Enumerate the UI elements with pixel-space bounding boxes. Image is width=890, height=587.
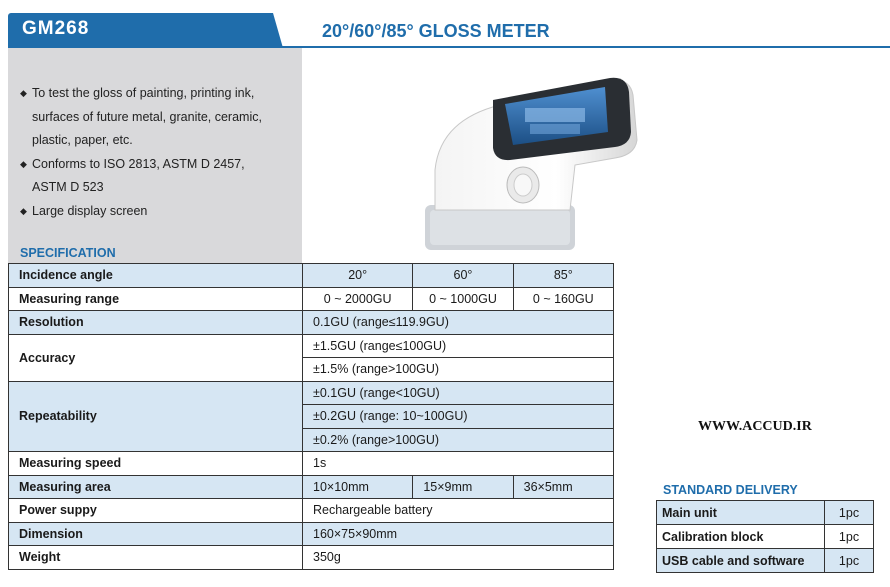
delivery-table <box>656 500 874 573</box>
row-label: Resolution <box>9 311 303 335</box>
cell: ±0.2GU (range: 10~100GU) <box>303 405 614 429</box>
table-row <box>9 287 614 311</box>
cell: 15×9mm <box>413 475 513 499</box>
cell: 85° <box>513 264 613 288</box>
cell: 36×5mm <box>513 475 613 499</box>
cell: 0 ~ 160GU <box>513 287 613 311</box>
cell: 160×75×90mm <box>303 522 614 546</box>
item-name: Calibration block <box>657 525 825 549</box>
cell: ±0.2% (range>100GU) <box>303 428 614 452</box>
item-name: USB cable and software <box>657 549 825 573</box>
model-name: GM268 <box>22 18 90 39</box>
feature-line: Conforms to ISO 2813, ASTM D 2457, <box>32 156 245 171</box>
item-qty: 1pc <box>825 549 874 573</box>
row-label: Incidence angle <box>9 264 303 288</box>
cell: ±1.5GU (range≤100GU) <box>303 334 614 358</box>
row-label: Power suppy <box>9 499 303 523</box>
cell: 0.1GU (range≤119.9GU) <box>303 311 614 335</box>
row-label: Repeatability <box>9 381 303 452</box>
cell: 1s <box>303 452 614 476</box>
bullet-icon: ◆ <box>20 158 27 169</box>
cell: 350g <box>303 546 614 570</box>
bullet-icon: ◆ <box>20 88 27 98</box>
table-row <box>9 522 614 546</box>
cell: 20° <box>303 264 413 288</box>
delivery-heading: STANDARD DELIVERY <box>663 483 798 497</box>
table-row <box>9 264 614 288</box>
row-label: Measuring area <box>9 475 303 499</box>
cell: 0 ~ 2000GU <box>303 287 413 311</box>
cell: ±1.5% (range>100GU) <box>303 358 614 382</box>
spec-heading: SPECIFICATION <box>20 246 116 260</box>
cell: 60° <box>413 264 513 288</box>
table-row <box>9 311 614 335</box>
table-row <box>657 525 874 549</box>
table-row <box>9 381 614 405</box>
row-label: Accuracy <box>9 334 303 381</box>
item-qty: 1pc <box>825 501 874 525</box>
feature-line: plastic, paper, etc. <box>32 133 133 147</box>
table-row <box>9 546 614 570</box>
website-link[interactable]: WWW.ACCUD.IR <box>698 419 812 434</box>
feature-line: To test the gloss of painting, printing ink, <box>32 86 255 100</box>
item-qty: 1pc <box>825 525 874 549</box>
feature-list <box>20 82 290 223</box>
feature-item <box>20 153 290 200</box>
row-label: Measuring range <box>9 287 303 311</box>
feature-line: surfaces of future metal, granite, ceramic, <box>32 109 262 124</box>
feature-item <box>20 82 290 153</box>
cell: Rechargeable battery <box>303 499 614 523</box>
page-title: 20°/60°/85° GLOSS METER <box>322 21 550 41</box>
cell: ±0.1GU (range<10GU) <box>303 381 614 405</box>
row-label: Weight <box>9 546 303 570</box>
gloss-meter-image <box>405 60 645 260</box>
table-row <box>657 501 874 525</box>
table-row <box>657 549 874 573</box>
cell: 10×10mm <box>303 475 413 499</box>
table-row <box>9 499 614 523</box>
table-row <box>9 475 614 499</box>
row-label: Measuring speed <box>9 452 303 476</box>
feature-line: ASTM D 523 <box>32 180 104 194</box>
header-rule <box>275 46 890 48</box>
feature-item <box>20 200 290 224</box>
spec-table <box>8 263 614 570</box>
bullet-icon: ◆ <box>20 205 27 216</box>
table-row <box>9 334 614 358</box>
feature-line: Large display screen <box>32 203 148 218</box>
cell: 0 ~ 1000GU <box>413 287 513 311</box>
item-name: Main unit <box>657 501 825 525</box>
table-row <box>9 452 614 476</box>
row-label: Dimension <box>9 522 303 546</box>
